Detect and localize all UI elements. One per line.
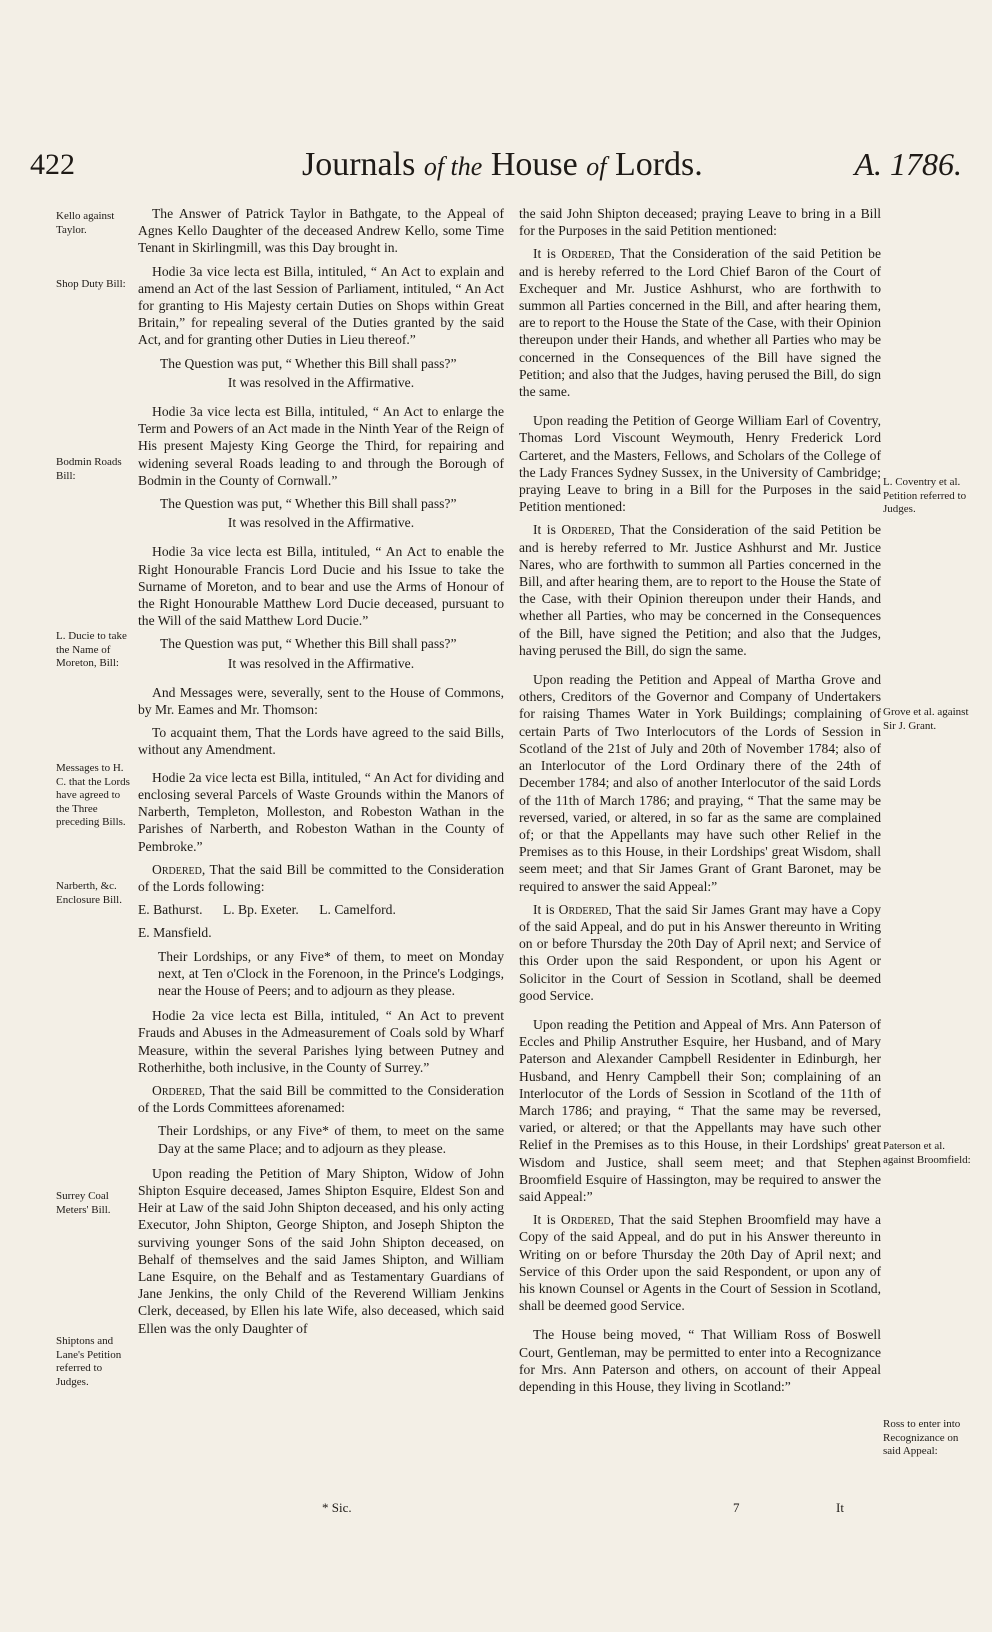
question: The Question was put, “ Whether this Bill shall pass?” [160, 355, 457, 371]
page-header [30, 148, 962, 188]
paragraph: Upon reading the Petition of George William Earl of Coventry, Thomas Lord Viscount Weymouth, Henry Frederick Lord Carteret, and the Masters, Fellows, and Scholars of the College of the Lady Frances Sydney Sussex, in the University of Cambridge; praying Leave to bring in a Bill for the Purposes in the said Petition mentioned: [519, 413, 881, 515]
paragraph: To acquaint them, That the Lords have agreed to the said Bills, without any Amendment. [138, 725, 504, 758]
lords-list: E. Bathurst. L. Bp. Exeter. L. Camelford. [138, 902, 396, 918]
year: A. 1786. [854, 146, 962, 182]
margin-note: Bodmin Roads Bill: [56, 456, 122, 482]
signature-mark: 7 [733, 1500, 740, 1515]
paragraph: Hodie 3a vice lecta est Billa, intituled, “ An Act to enable the Right Honourable Francis Lord Ducie and his Issue to take the Surname of Moreton, and to bear and use the Arms of Honour of the Right Honourable Matthew Lord Ducie deceased, pursuant to the Will of the said Matthew Lord Ducie.” [138, 544, 504, 629]
paragraph: Ordered, That the said Bill be committed to the Consideration of the Lords following: [138, 861, 505, 894]
margin-note: Paterson et al. against Broomfield: [883, 1140, 971, 1166]
margin-note: L. Ducie to take the Name of Moreton, Bill: [56, 630, 127, 669]
running-title: Journals of the House of Lords. [302, 146, 703, 183]
paragraph: Upon reading the Petition of Mary Shipton, Widow of John Shipton Esquire deceased, James Shipton Esquire, Eldest Son and Heir at Law of the said John Shipton deceased, and his only acting Executor, John Shipton, George Shipton, and Joseph Shipton the surviving younger Sons of the said John Shipton deceased, on Behalf of themselves and the said James Shipton, and William Lane Esquire, on the Behalf and as Testamentary Guardians of Jane Jenkins, the only Child of the Reverend William Jenkins Clerk, deceased, by Ellen his late Wife, also deceased, which said Ellen was the only Daughter of [138, 1165, 504, 1336]
paragraph: It is Ordered, That the said Sir James Grant may have a Copy of the said Appeal, and do put in his Answer thereunto in Writing on or before Thursday the 20th Day of April next; and Service of this Order upon the said Respondent, or upon his Agent or Solicitor in the Court of Session in Scotland, shall be deemed good Service. [519, 901, 881, 1003]
paragraph: The Answer of Patrick Taylor in Bathgate, to the Appeal of Agnes Kello Daughter of the deceased Andrew Kello, some Time Tenant in Skirlingmill, was this Day brought in. [138, 206, 504, 256]
paragraph: Ordered, That the said Bill be committed to the Consideration of the Lords Committees aforenamed: [138, 1082, 505, 1116]
lords-list: E. Mansfield. [138, 925, 212, 941]
paragraph: The House being moved, “ That William Ross of Boswell Court, Gentleman, may be permitted to enter into a Recognizance for Mrs. Ann Paterson and others, on account of their Appeal depending in this House, they living in Scotland:” [519, 1327, 881, 1394]
paragraph: And Messages were, severally, sent to the House of Commons, by Mr. Eames and Mr. Thomson: [138, 684, 504, 718]
resolution: It was resolved in the Affirmative. [227, 655, 415, 671]
margin-note: Shop Duty Bill: [56, 278, 126, 290]
catchword: It [836, 1500, 844, 1515]
paragraph: Upon reading the Petition and Appeal of Martha Grove and others, Creditors of the Governor and Company of Undertakers for raising Thames Water in York Buildings; complaining of certain Parts of Two Interlocutors of the Lords of Session in Scotland of the 21st of July and 20th of November 1784; also of an Interlocutor of the Lord Ordinary there of the 24th of December 1784; and also of another Interlocutor of the said Lords of the 11th of March 1786; and praying, “ That the same may be reversed, varied, or altered, in so far as the same are complained of; or that the Appellants may have such other Relief in the Premises as to this House, in their Lordships' great Wisdom, shall seem meet; and that Sir James Grant of Grant Baronet, may be required to answer the said Appeal:” [519, 672, 881, 894]
page-number: 422 [30, 148, 75, 181]
paragraph: It is Ordered, That the Consideration of the said Petition be and is hereby referred to the Lord Chief Baron of the Court of Exchequer and Mr. Justice Ashhurst, who are forthwith to summon all Parties concerned in the Bill, and after hearing them, are to report to the House the State of the Case, with their Opinion thereupon under their Hands, and whether all Parties who may be concerned in the Consequences of the Bill have signed the Petition; and also that the Judges, having perused the Bill, do sign the same. [519, 246, 882, 400]
paragraph: the said John Shipton deceased; praying Leave to bring in a Bill for the Purposes in the said Petition mentioned: [519, 206, 881, 239]
margin-note: Grove et al. against Sir J. Grant. [883, 706, 969, 732]
margin-note: Narberth, &c. Enclosure Bill. [56, 880, 122, 906]
paragraph: Hodie 2a vice lecta est Billa, intituled, “ An Act to prevent Frauds and Abuses in the Admeasurement of Coals sold by Wharf Measure, within the several Parishes lying between Putney and Rotherhithe, both inclusive, in the County of Surrey.” [138, 1008, 504, 1075]
margin-note: L. Coventry et al. Petition referred to Judges. [883, 476, 967, 515]
question: The Question was put, “ Whether this Bill shall pass?” [160, 636, 457, 652]
footnote: * Sic. [322, 1500, 352, 1515]
left-column [138, 205, 504, 1343]
paragraph: It is Ordered, That the said Stephen Broomfield may have a Copy of the said Appeal, and do put in his Answer thereunto in Writing on or before Thursday the 20th Day of April next; and Service of this Order upon the said Respondent, or upon any of his known Counsel or Agents in the Court of Session in Scotland, shall be deemed good Service. [519, 1212, 881, 1314]
paragraph: Their Lordships, or any Five* of them, to meet on the same Day at the same Place; and to adjourn as they please. [158, 1123, 504, 1156]
margin-note: Shiptons and Lane's Petition referred to Judges. [56, 1335, 122, 1388]
paragraph: Hodie 3a vice lecta est Billa, intituled, “ An Act to enlarge the Term and Powers of an Act made in the Ninth Year of the Reign of His present Majesty King George the Third, for repairing and widening several Roads leading to and through the Borough of Bodmin in the County of Cornwall.” [138, 404, 504, 488]
resolution: It was resolved in the Affirmative. [227, 515, 415, 531]
right-column [519, 205, 881, 1401]
paragraph: Their Lordships, or any Five* of them, to meet on Monday next, at Ten o'Clock in the Forenoon, in the Prince's Lodgings, near the House of Peers; and to adjourn as they please. [158, 948, 504, 998]
resolution: It was resolved in the Affirmative. [227, 374, 415, 390]
paragraph: Hodie 2a vice lecta est Billa, intituled, “ An Act for dividing and enclosing several Parcels of Waste Grounds within the Manors of Narberth, Templeton, Molleston, and Robeston Wathan in the Parishes of Narberth, and Robeston Wathan in the County of Pembroke.” [138, 769, 504, 854]
margin-note: Messages to H. C. that the Lords have agreed to the Three preceding Bills. [56, 762, 130, 828]
margin-note: Ross to enter into Recognizance on said Appeal: [883, 1418, 961, 1457]
margin-note: Surrey Coal Meters' Bill. [56, 1190, 111, 1216]
paragraph: It is Ordered, That the Consideration of the said Petition be and is hereby referred to Mr. Justice Ashhurst and Mr. Justice Nares, who are forthwith to summon all Parties concerned in the Bill, and after hearing them, are to report to the House the State of the Case, with their Opinion thereupon under their Hands, and whether all Parties, who may be concerned in the Consequences of the Bill, have signed the Petition; and also that the Judges, having perused the Bill, do sign the same. [519, 522, 882, 658]
question: The Question was put, “ Whether this Bill shall pass?” [160, 496, 457, 512]
margin-note: Kello against Taylor. [56, 210, 115, 236]
paragraph: Hodie 3a vice lecta est Billa, intituled, “ An Act to explain and amend an Act of the last Session of Parliament, intituled, “ An Act for granting to His Majesty certain Duties on Shops within Great Britain,” for repealing several of the Duties granted by the said Act, and for granting other Duties in Lieu thereof.” [138, 263, 504, 348]
paragraph: Upon reading the Petition and Appeal of Mrs. Ann Paterson of Eccles and Philip Anstruther Esquire, her Husband, and of Mary Paterson and Alexander Campbell Residenter in Edinburgh, her Husband, and Henry Campbell their Son; complaining of an Interlocutor of the Lords of Session in Scotland of the 11th of March 1786; and praying, “ That the same may be reversed, varied, or altered; or that the Appellants may have such other Relief in the Premises as to this House, in their Lordships' great Wisdom and Justice, shall seem meet; and that Stephen Broomfield Esquire of Hassington, may be required to answer the said Appeal:” [519, 1016, 881, 1204]
